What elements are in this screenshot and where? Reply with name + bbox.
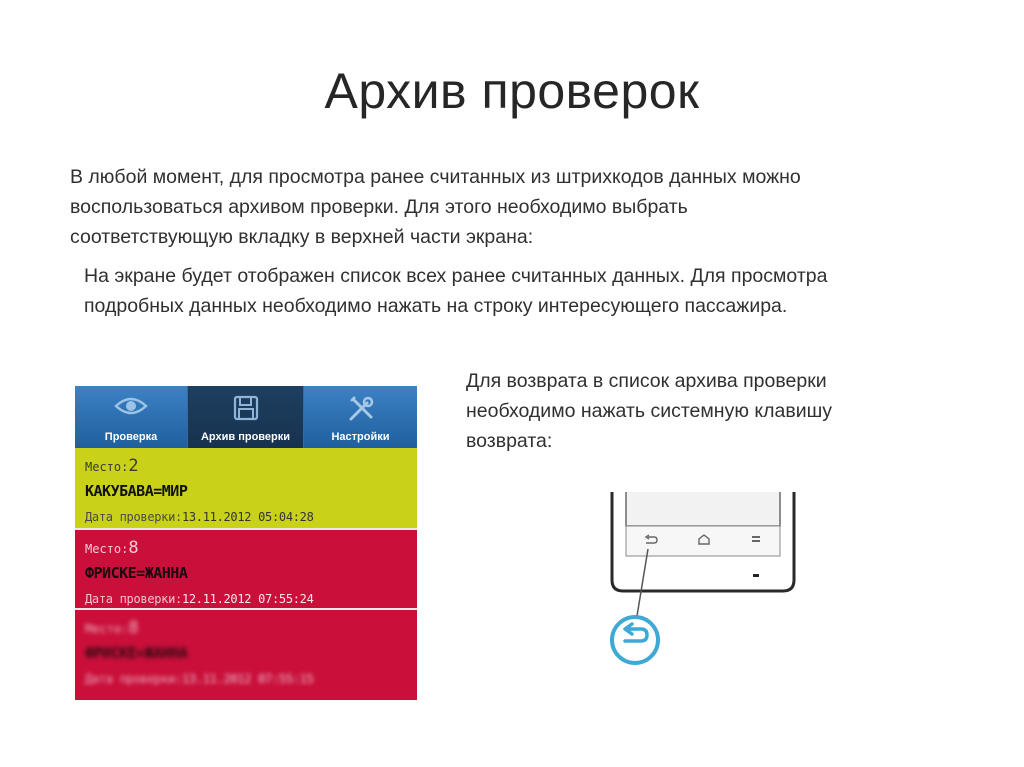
back-line: возврата:: [466, 430, 553, 452]
archive-app-screenshot: [75, 386, 417, 700]
passenger-name: ФРИСКЕ=ЖАННА: [85, 564, 188, 582]
tab-archive-label: Архив проверки: [200, 431, 291, 443]
intro-paragraph: [70, 162, 801, 252]
tab-check[interactable]: [75, 386, 188, 448]
tab-settings[interactable]: [304, 386, 417, 448]
check-date: Дата проверки:12.11.2012 07:55:24: [85, 592, 314, 606]
eye-icon: [114, 395, 148, 422]
list-line: На экране будет отображен список всех ранее считанных данных. Для просмотра: [84, 265, 828, 287]
tab-archive[interactable]: [188, 386, 304, 448]
passenger-name: КАКУБАВА=МИР: [85, 482, 188, 500]
tools-icon: [347, 395, 375, 428]
list-paragraph: [84, 261, 827, 321]
seat-number: Место:8: [85, 538, 139, 558]
back-arrow-icon: [612, 617, 658, 663]
archive-row[interactable]: [75, 608, 417, 700]
phone-illustration: [608, 492, 798, 672]
archive-row[interactable]: [75, 528, 417, 608]
back-line: необходимо нажать системную клавишу: [466, 400, 832, 422]
intro-line: воспользоваться архивом проверки. Для этого необходимо выбрать: [70, 196, 688, 218]
intro-line: В любой момент, для просмотра ранее считанных из штрихкодов данных можно: [70, 166, 801, 188]
slide-title: Архив проверок: [324, 63, 700, 119]
app-tab-bar: [75, 386, 417, 448]
tab-check-label: Проверка: [104, 431, 158, 443]
check-date: Дата проверки:13.11.2012 07:55:15: [85, 672, 314, 686]
intro-line: соответствующую вкладку в верхней части экрана:: [70, 226, 534, 248]
list-line: подробных данных необходимо нажать на строку интересующего пассажира.: [84, 295, 788, 317]
archive-row[interactable]: [75, 448, 417, 528]
tab-settings-label: Настройки: [331, 431, 390, 443]
floppy-disk-icon: [233, 395, 259, 426]
seat-number: Место:2: [85, 456, 139, 476]
back-paragraph: [466, 366, 832, 456]
check-date: Дата проверки:13.11.2012 05:04:28: [85, 510, 314, 524]
seat-number: Место:8: [85, 618, 139, 638]
back-line: Для возврата в список архива проверки: [466, 370, 827, 392]
passenger-name: ФРИСКЕ=ЖАННА: [85, 644, 188, 662]
